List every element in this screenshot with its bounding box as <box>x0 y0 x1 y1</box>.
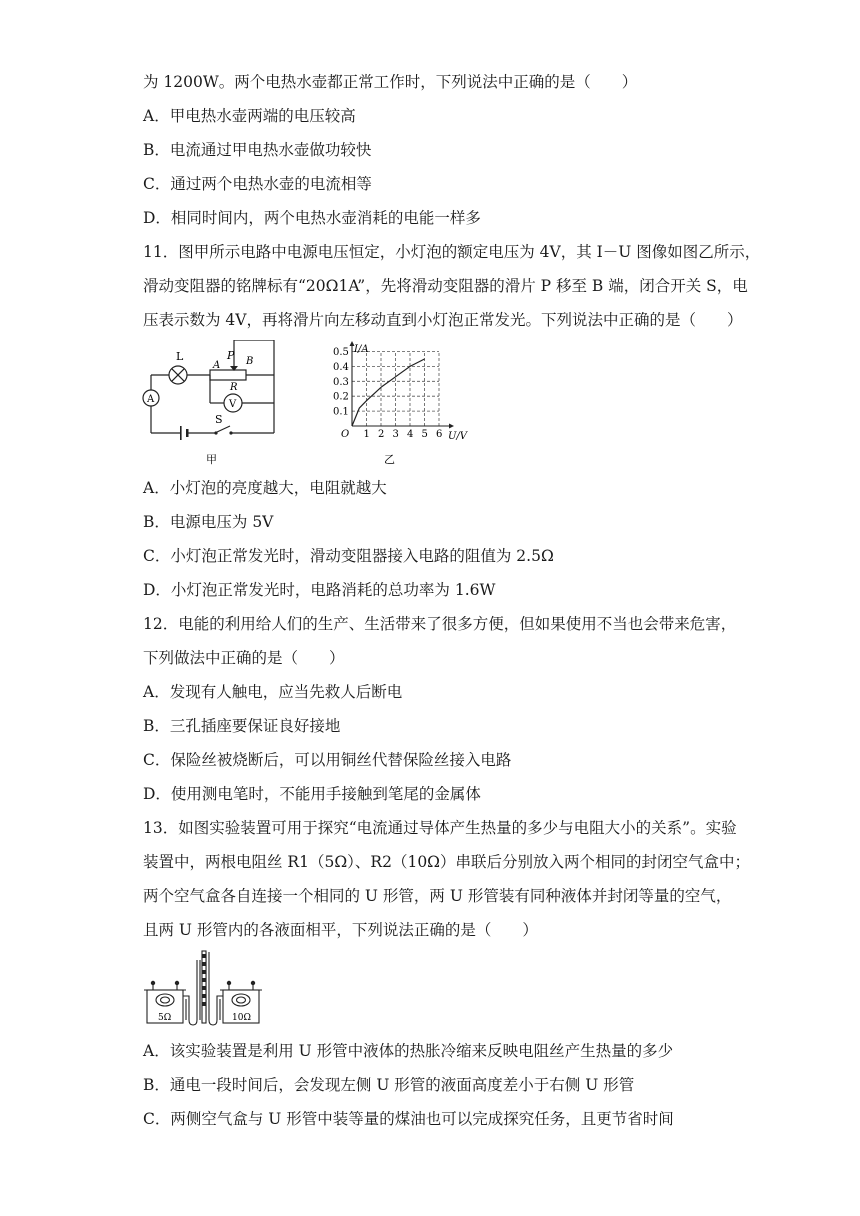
q13-stem-line-3: 两个空气盒各自连接一个相同的 U 形管，两 U 形管装有同种液体并封闭等量的空气， <box>143 887 732 905</box>
x-axis-label: U/V <box>448 431 468 442</box>
rheostat-end-a-label: A <box>213 360 221 371</box>
rheostat-label: R <box>230 382 238 393</box>
x-axis-arrow-icon <box>449 424 454 429</box>
switch-label: S <box>215 413 223 426</box>
q12-stem-line-1: 12．电能的利用给人们的生产、生活带来了很多方便，但如果使用不当也会带来危害， <box>143 615 737 633</box>
q11-option-b: B．电源电压为 5V <box>143 513 274 531</box>
y-tick-label: 0.1 <box>333 406 349 418</box>
q11-option-d: D．小灯泡正常发光时，电路消耗的总功率为 1.6W <box>143 581 496 599</box>
battery-short-plate-icon <box>186 429 189 437</box>
q13-stem-line-1: 13．如图实验装置可用于探究“电流通过导体产生热量的多少与电阻大小的关系”。实验 <box>143 819 737 837</box>
x-tick-label: 1 <box>363 429 370 440</box>
q12-stem-line-2: 下列做法中正确的是（ ） <box>143 649 345 667</box>
rheostat-end-b-label: B <box>246 356 254 367</box>
circuit-diagram <box>140 340 290 465</box>
right-resistor-label: 10Ω <box>232 1013 251 1023</box>
x-tick-label: 2 <box>378 429 385 440</box>
left-resistor-label: 5Ω <box>158 1013 172 1023</box>
x-tick-label: 6 <box>436 429 443 440</box>
q11-option-c: C．小灯泡正常发光时，滑动变阻器接入电路的阻值为 2.5Ω <box>143 547 554 565</box>
q13-stem-line-4: 且两 U 形管内的各液面相平，下列说法正确的是（ ） <box>143 921 538 939</box>
origin-label: O <box>341 429 350 440</box>
q10-option-a: A．甲电热水壶两端的电压较高 <box>143 107 356 125</box>
battery-long-plate-icon <box>180 426 182 440</box>
circuit-caption: 甲 <box>206 453 217 465</box>
q11-stem-line-2: 滑动变阻器的铭牌标有“20Ω1A”，先将滑动变阻器的滑片 P 移至 B 端，闭合开关 S，电 <box>143 277 748 295</box>
q13-option-a: A．该实验装置是利用 U 形管中液体的热胀冷缩来反映电阻丝产生热量的多少 <box>143 1042 674 1060</box>
y-tick-label: 0.4 <box>333 361 349 373</box>
q13-option-c: C．两侧空气盒与 U 形管中装等量的煤油也可以完成探究任务，且更节省时间 <box>143 1110 674 1128</box>
q13-option-b: B．通电一段时间后，会发现左侧 U 形管的液面高度差小于右侧 U 形管 <box>143 1076 635 1094</box>
q11-stem-line-1: 11．图甲所示电路中电源电压恒定，小灯泡的额定电压为 4V，其 I－U 图像如图乙所示， <box>143 243 761 261</box>
q10-stem-tail: 为 1200W。两个电热水壶都正常工作时，下列说法中正确的是（ ） <box>143 73 638 91</box>
slider-label: P <box>227 349 235 362</box>
y-tick-label: 0.5 <box>333 347 349 358</box>
q13-stem-line-2: 装置中，两根电阻丝 R1（5Ω）、R2（10Ω）串联后分别放入两个相同的封闭空气盒中； <box>143 853 751 871</box>
x-tick-label: 5 <box>421 429 428 440</box>
iu-graph <box>325 340 475 465</box>
ammeter-label: A <box>147 394 155 405</box>
x-tick-label: 4 <box>407 429 414 440</box>
graph-caption: 乙 <box>384 453 395 465</box>
q10-option-b: B．电流通过甲电热水壶做功较快 <box>143 141 372 159</box>
lamp-label: L <box>176 350 184 363</box>
q10-option-c: C．通过两个电热水壶的电流相等 <box>143 175 372 193</box>
q10-option-d: D．相同时间内，两个电热水壶消耗的电能一样多 <box>143 209 481 227</box>
y-tick-label: 0.3 <box>333 376 349 388</box>
joule-heating-apparatus <box>143 950 268 1028</box>
y-axis-label: I/A <box>354 344 369 355</box>
voltmeter-label: V <box>229 399 237 410</box>
y-tick-label: 0.2 <box>333 391 349 403</box>
q12-option-b: B．三孔插座要保证良好接地 <box>143 717 341 735</box>
q12-option-d: D．使用测电笔时，不能用手接触到笔尾的金属体 <box>143 785 481 803</box>
q12-option-c: C．保险丝被烧断后，可以用铜丝代替保险丝接入电路 <box>143 751 512 769</box>
x-tick-label: 3 <box>392 429 399 440</box>
q12-option-a: A．发现有人触电，应当先救人后断电 <box>143 683 403 701</box>
q11-option-a: A．小灯泡的亮度越大，电阻就越大 <box>143 479 387 497</box>
iu-curve <box>352 359 425 426</box>
q11-stem-line-3: 压表示数为 4V，再将滑片向左移动直到小灯泡正常发光。下列说法中正确的是（ ） <box>143 311 743 329</box>
